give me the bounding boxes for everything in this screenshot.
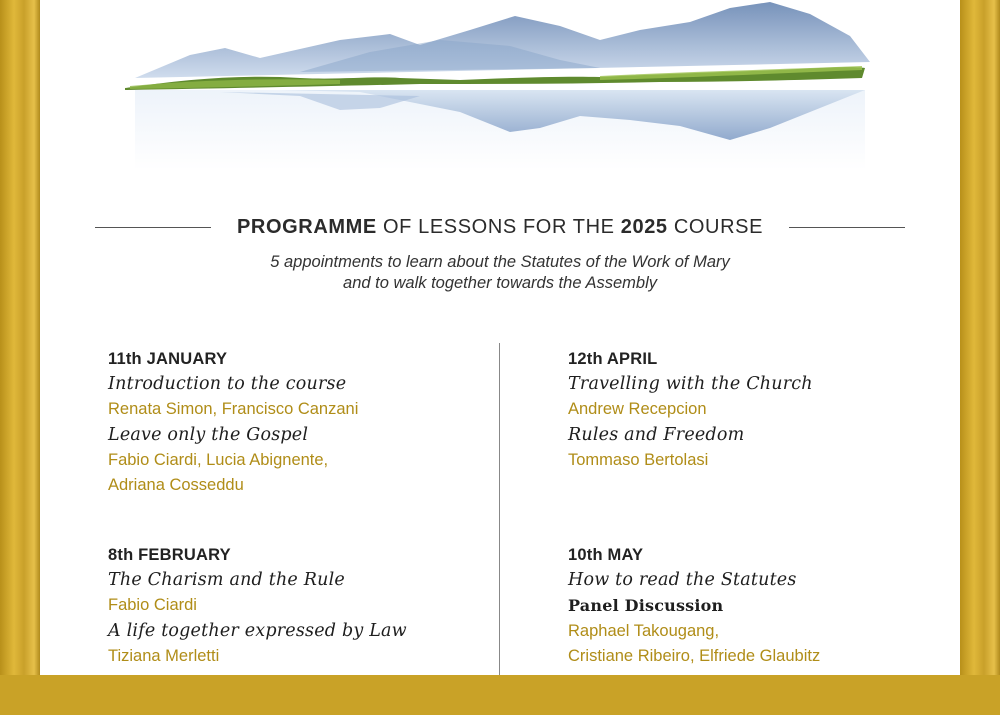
session-date: 11th JANUARY: [108, 350, 228, 368]
lesson-speakers: Cristiane Ribeiro, Elfriede Glaubitz: [568, 647, 821, 665]
watercolor-landscape-illustration: [40, 0, 960, 200]
gold-border-right: [960, 0, 1000, 675]
lesson-title: The Charism and the Rule: [108, 570, 345, 590]
lesson-title: Panel Discussion: [568, 596, 724, 615]
session-date: 8th FEBRUARY: [108, 546, 231, 564]
title-rule-left: [95, 227, 211, 228]
session-date: 10th MAY: [568, 546, 644, 564]
column-divider: [499, 343, 500, 675]
lesson-title: Travelling with the Church: [568, 374, 813, 394]
programme-title-row: [95, 213, 905, 241]
session-may: [568, 544, 928, 669]
lesson-speakers: Tiziana Merletti: [108, 647, 220, 665]
programme-subtitle: 5 appointments to learn about the Statutes of the Work of Mary and to walk together towards the Assembly: [270, 253, 730, 292]
title-rule-right: [789, 227, 905, 228]
schedule-left-column: [108, 348, 468, 715]
lesson-speakers: Fabio Ciardi, Lucia Abignente,: [108, 451, 329, 469]
lesson-title: Introduction to the course: [108, 374, 347, 394]
programme-title: PROGRAMME OF LESSONS FOR THE 2025 COURSE: [236, 215, 764, 238]
schedule-right-column: [568, 348, 928, 715]
session-date: 12th APRIL: [568, 350, 658, 368]
gold-border-left: [0, 0, 40, 675]
lesson-title: Leave only the Gospel: [108, 425, 309, 445]
session-february: [108, 544, 468, 669]
lesson-speakers: Tommaso Bertolasi: [568, 451, 709, 469]
lesson-speakers: Fabio Ciardi: [108, 596, 197, 614]
lesson-title: A life together expressed by Law: [108, 621, 407, 641]
session-january: [108, 348, 468, 498]
programme-card: [40, 0, 960, 675]
lesson-title: Rules and Freedom: [568, 425, 745, 445]
lesson-speakers: Raphael Takougang,: [568, 622, 720, 640]
lesson-speakers: Renata Simon, Francisco Canzani: [108, 400, 359, 418]
lesson-speakers: Andrew Recepcion: [568, 400, 707, 418]
lesson-title: How to read the Statutes: [568, 570, 797, 590]
lesson-speakers: Adriana Cosseddu: [108, 476, 244, 494]
session-april: [568, 348, 928, 498]
